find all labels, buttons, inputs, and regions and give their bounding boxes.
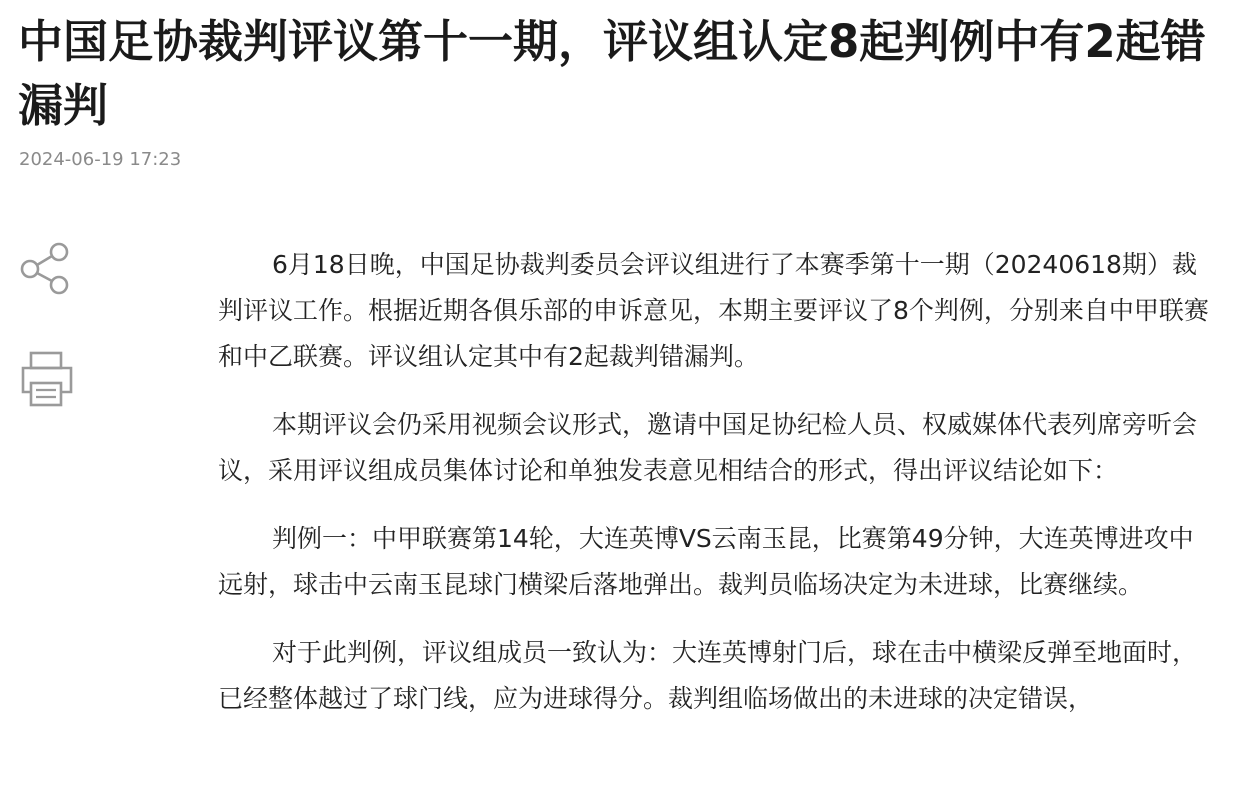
article-body	[218, 242, 1218, 744]
share-icon	[18, 240, 76, 298]
article-paragraph: 本期评议会仍采用视频会议形式，邀请中国足协纪检人员、权威媒体代表列席旁听会议，采用评议组成员集体讨论和单独发表意见相结合的形式，得出评议结论如下：	[218, 410, 1198, 485]
share-button[interactable]	[18, 240, 76, 300]
article-paragraph: 对于此判例，评议组成员一致认为：大连英博射门后，球在击中横梁反弹至地面时，已经整体越过了球门线，应为进球得分。裁判组临场做出的未进球的决定错误，	[218, 638, 1198, 713]
publish-timestamp: 2024-06-19 17:23	[19, 149, 182, 170]
article-title: 中国足协裁判评议第十一期，评议组认定8起判例中有2起错漏判	[18, 15, 1206, 132]
article-toolbar	[18, 240, 78, 410]
printer-icon	[18, 350, 76, 410]
article-paragraph: 判例一：中甲联赛第14轮，大连英博VS云南玉昆，比赛第49分钟，大连英博进攻中远射，球击中云南玉昆球门横梁后落地弹出。裁判员临场决定为未进球，比赛继续。	[218, 524, 1194, 599]
print-button[interactable]	[18, 350, 76, 410]
article-paragraph: 6月18日晚，中国足协裁判委员会评议组进行了本赛季第十一期（20240618期）裁判评议工作。根据近期各俱乐部的申诉意见，本期主要评议了8个判例，分别来自中甲联赛和中乙联赛。评议组认定其中有2起裁判错漏判。	[218, 250, 1209, 371]
